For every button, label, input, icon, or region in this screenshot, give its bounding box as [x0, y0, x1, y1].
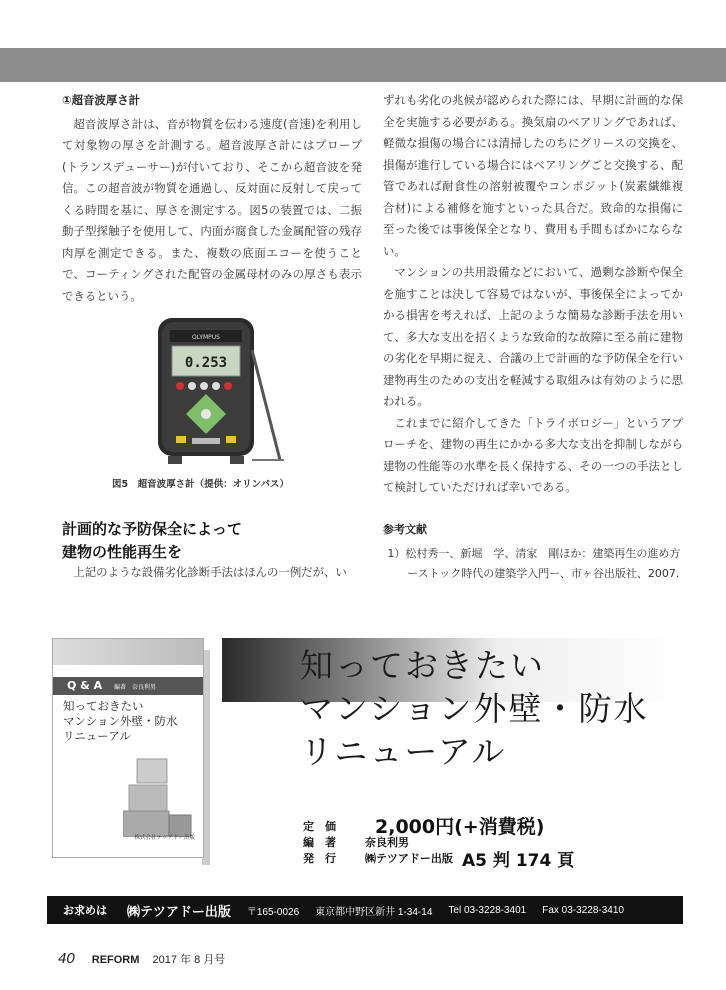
book-cover-title-line: 知っておきたい	[63, 699, 144, 713]
order-publisher: ㈱テツアドー出版	[127, 903, 231, 919]
ad-title-line: リニューアル	[300, 732, 507, 771]
book-cover-qa	[53, 677, 203, 695]
references-heading: 参考文献	[383, 522, 427, 536]
body-paragraph: 超音波厚さ計は、音が物質を伝わる速度(音速)を利用して対象物の厚さを計測する。超音波厚さ計にはプローブ(トランスデューサー)が付いており、そこから超音波を発信。この超音波が物質を通過し、反対面に反射して戻ってくる時間を基に、厚さを測定する。図5の装置では、二振動子型探触子を使用して、内面が腐食した金属配管の残存肉厚を測定できる。また、複数の底面エコーを使うことで、コーティングされた配管の金属母材のみの厚さも表示できるという。	[62, 116, 362, 303]
book-cover-band	[53, 639, 203, 665]
figure-caption: 図5 超音波厚さ計（提供：オリンパス）	[112, 479, 289, 490]
book-cover-qa-label: Q & A	[67, 679, 103, 692]
left-column	[62, 90, 362, 307]
ad-format: A5 判 174 頁	[462, 851, 575, 871]
book-cover	[52, 638, 204, 858]
order-address: 東京都中野区新井 1-34-14	[315, 906, 433, 918]
book-cover-illustration	[123, 757, 193, 837]
price-label: 定 価	[303, 820, 336, 833]
book-cover-editor: 編著 奈良利男	[113, 684, 156, 691]
section-title-line: 建物の性能再生を	[62, 543, 183, 561]
order-label: お求めは	[63, 905, 107, 917]
right-column	[383, 90, 683, 584]
book-cover-publisher: 株式会社テツアドー出版	[134, 835, 195, 841]
ad-title-line: 知っておきたい	[300, 646, 545, 685]
publisher-label: 発 行	[303, 852, 336, 865]
issue-date: 2017 年 8 月号	[152, 954, 226, 966]
body-paragraph-tail: 上記のような設備劣化診断手法はほんの一例だが、い	[73, 565, 347, 579]
ad-price: 2,000円(+消費税)	[375, 816, 545, 838]
header-band	[0, 48, 726, 82]
page-number: 40	[58, 950, 75, 967]
body-paragraph: マンションの共用設備などにおいて、過剰な診断や保全を施すことは決して容易ではないが、事後保全によってかかる損害を考えれば、上記のような簡易な診断手法を用いて、多大な支出を招くような致命的な故障に至る前に建物の劣化を早期に捉え、合議の上で計画的な予防保全を行い建物再生のための支出を軽減する取組みは有効のように思われる。	[383, 265, 683, 408]
order-tel: Tel 03-3228-3401	[448, 904, 527, 916]
body-paragraph: ずれも劣化の兆候が認められた際には、早期に計画的な保全を実施する必要がある。換気扇のベアリングであれば、軽微な損傷の場合には清掃したのちにグリースの交換を、損傷が進行している場合にはベアリングごと交換する、配管であれば耐食性の溶射被覆やコンポジット(炭素繊維複合材)による補修を施すといった具合だ。致命的な損傷に至った後では事後保全となり、費用も手間もばかにならない。	[383, 93, 683, 258]
order-bar	[47, 896, 683, 924]
display-reading: 0.253	[184, 355, 228, 371]
magazine-name: REFORM	[91, 954, 140, 966]
brand-label: OLYMPUS	[192, 334, 220, 341]
thickness-gauge-image	[140, 310, 290, 470]
book-cover-title	[63, 699, 177, 744]
ad-title-line: マンション外壁・防水	[300, 689, 649, 728]
section-title	[62, 518, 242, 564]
page-footer	[58, 950, 225, 967]
body-paragraph: これまでに紹介してきた「トライボロジー」というアプローチを、建物の再生にかかる多大な支出を抑制しながら建物の性能等の水準を長く保持する、その一つの手法として検討していただければ幸いである。	[383, 415, 683, 494]
publisher-name: ㈱テツアドー出版	[365, 852, 453, 865]
editor-name: 奈良利男	[365, 836, 409, 849]
book-cover-title-line: リニューアル	[63, 729, 131, 743]
section-heading: ①超音波厚さ計	[62, 93, 140, 107]
section-title-line: 計画的な予防保全によって	[62, 520, 243, 538]
book-cover-title-line: マンション外壁・防水	[63, 714, 178, 728]
ad-title	[300, 644, 649, 773]
editor-label: 編 著	[303, 836, 336, 849]
reference-item: 1）松村秀一、新堀 学、清家 剛ほか：建築再生の進め方ーストック時代の建築学入門ー、市ヶ谷出版社、2007.	[387, 547, 681, 580]
order-postal: 〒165-0026	[246, 906, 300, 918]
order-fax: Fax 03-3228-3410	[542, 904, 624, 916]
